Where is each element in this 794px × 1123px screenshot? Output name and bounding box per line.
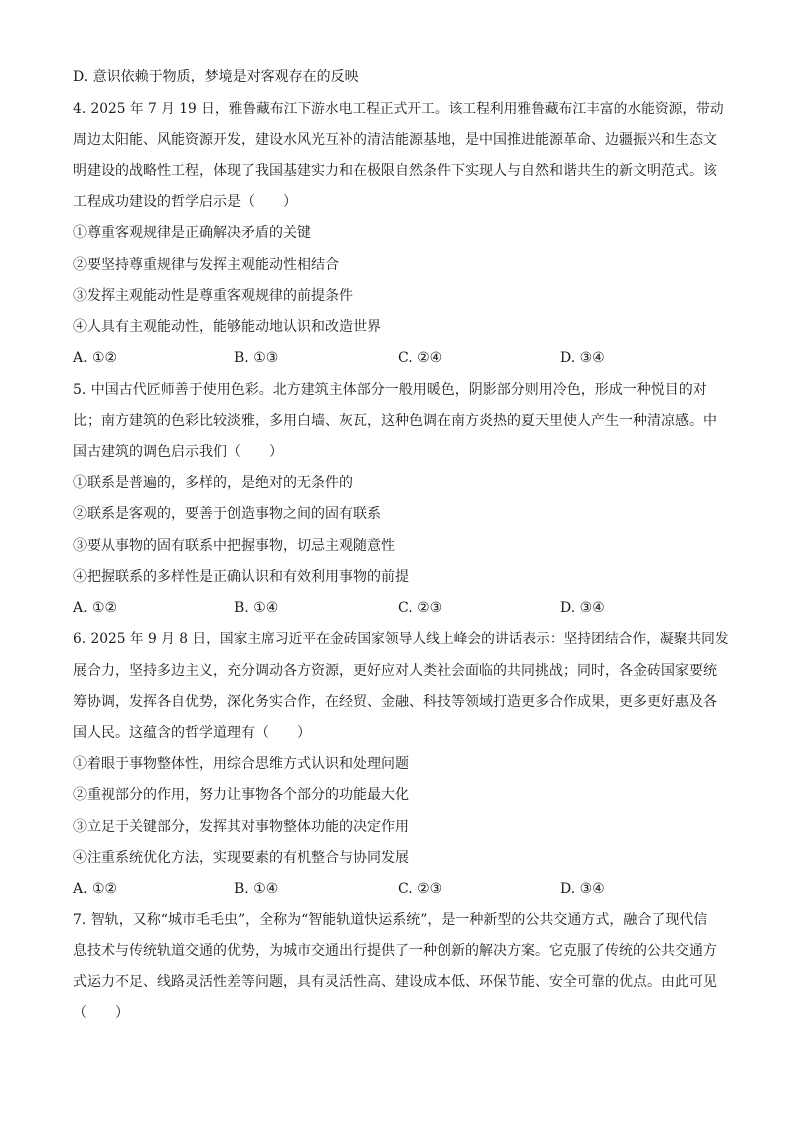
q5-option-c: C. ②③ xyxy=(398,600,443,616)
q5-options xyxy=(73,599,733,617)
q6-stem-line: 6. 2025 年 9 月 8 日，国家主席习近平在金砖国家领导人线上峰会的讲话表示：坚持团结合作，凝聚共同发 xyxy=(73,631,729,647)
q6-option-c: C. ②③ xyxy=(398,881,443,897)
q6-options xyxy=(73,880,733,898)
q7-stem-line: （ ） xyxy=(73,1005,129,1021)
option-d-line: D. 意识依赖于物质，梦境是对客观存在的反映 xyxy=(73,69,359,85)
q6-stem-line: 国人民。这蕴含的哲学道理有（ ） xyxy=(73,725,311,741)
q5-stem-line: 比；南方建筑的色彩比较淡雅，多用白墙、灰瓦，这种色调在南方炎热的夏天里使人产生一种清凉感。中 xyxy=(73,413,717,429)
q7-stem-line: 7. 智轨，又称“城市毛毛虫”，全称为“智能轨道快运系统”，是一种新型的公共交通方式，融合了现代信 xyxy=(73,912,708,928)
q5-item: ①联系是普遍的，多样的，是绝对的无条件的 xyxy=(73,475,353,491)
q4-options xyxy=(73,349,733,367)
q5-option-b: B. ①④ xyxy=(234,600,279,616)
q6-option-a: A. ①② xyxy=(73,881,118,897)
q6-stem-line: 筹协调，发挥各自优势，深化务实合作，在经贸、金融、科技等领域打造更多合作成果，更多更好惠及各 xyxy=(73,694,717,710)
q5-option-d: D. ③④ xyxy=(560,600,605,616)
q4-item: ④人具有主观能动性，能够能动地认识和改造世界 xyxy=(73,319,381,335)
q4-option-a: A. ①② xyxy=(73,350,118,366)
q5-stem-line: 国古建筑的调色启示我们（ ） xyxy=(73,444,283,460)
q6-item: ①着眼于事物整体性，用综合思维方式认识和处理问题 xyxy=(73,756,409,772)
q4-stem-line: 4. 2025 年 7 月 19 日，雅鲁藏布江下游水电工程正式开工。该工程利用雅鲁藏布江丰富的水能资源，带动 xyxy=(73,101,724,117)
q4-item: ③发挥主观能动性是尊重客观规律的前提条件 xyxy=(73,288,353,304)
q4-option-b: B. ①③ xyxy=(234,350,279,366)
q4-option-d: D. ③④ xyxy=(560,350,605,366)
q4-option-c: C. ②④ xyxy=(398,350,443,366)
q6-option-b: B. ①④ xyxy=(234,881,279,897)
q4-item: ②要坚持尊重规律与发挥主观能动性相结合 xyxy=(73,257,339,273)
q4-stem-line: 明建设的战略性工程，体现了我国基建实力和在极限自然条件下实现人与自然和谐共生的新文明范式。该 xyxy=(73,163,717,179)
q5-item: ③要从事物的固有联系中把握事物，切忌主观随意性 xyxy=(73,538,395,554)
q7-stem-line: 息技术与传统轨道交通的优势，为城市交通出行提供了一种创新的解决方案。它克服了传统的公共交通方 xyxy=(73,943,717,959)
q6-item: ③立足于关键部分，发挥其对事物整体功能的决定作用 xyxy=(73,819,409,835)
q5-item: ②联系是客观的，要善于创造事物之间的固有联系 xyxy=(73,506,381,522)
q5-item: ④把握联系的多样性是正确认识和有效利用事物的前提 xyxy=(73,569,409,585)
q4-stem-line: 周边太阳能、风能资源开发，建设水风光互补的清洁能源基地，是中国推进能源革命、边疆振兴和生态文 xyxy=(73,132,717,148)
q4-stem-line: 工程成功建设的哲学启示是（ ） xyxy=(73,194,297,210)
q6-stem-line: 展合力，坚持多边主义，充分调动各方资源，更好应对人类社会面临的共同挑战；同时，各金砖国家要统 xyxy=(73,663,717,679)
q6-item: ④注重系统优化方法，实现要素的有机整合与协同发展 xyxy=(73,850,409,866)
q5-stem-line: 5. 中国古代匠师善于使用色彩。北方建筑主体部分一般用暖色，阴影部分则用冷色，形成一种悦目的对 xyxy=(73,382,707,398)
q4-item: ①尊重客观规律是正确解决矛盾的关键 xyxy=(73,225,311,241)
q7-stem-line: 式运力不足、线路灵活性差等问题，具有灵活性高、建设成本低、环保节能、安全可靠的优点。由此可见 xyxy=(73,974,717,990)
q6-option-d: D. ③④ xyxy=(560,881,605,897)
q6-item: ②重视部分的作用，努力让事物各个部分的功能最大化 xyxy=(73,787,409,803)
q5-option-a: A. ①② xyxy=(73,600,118,616)
